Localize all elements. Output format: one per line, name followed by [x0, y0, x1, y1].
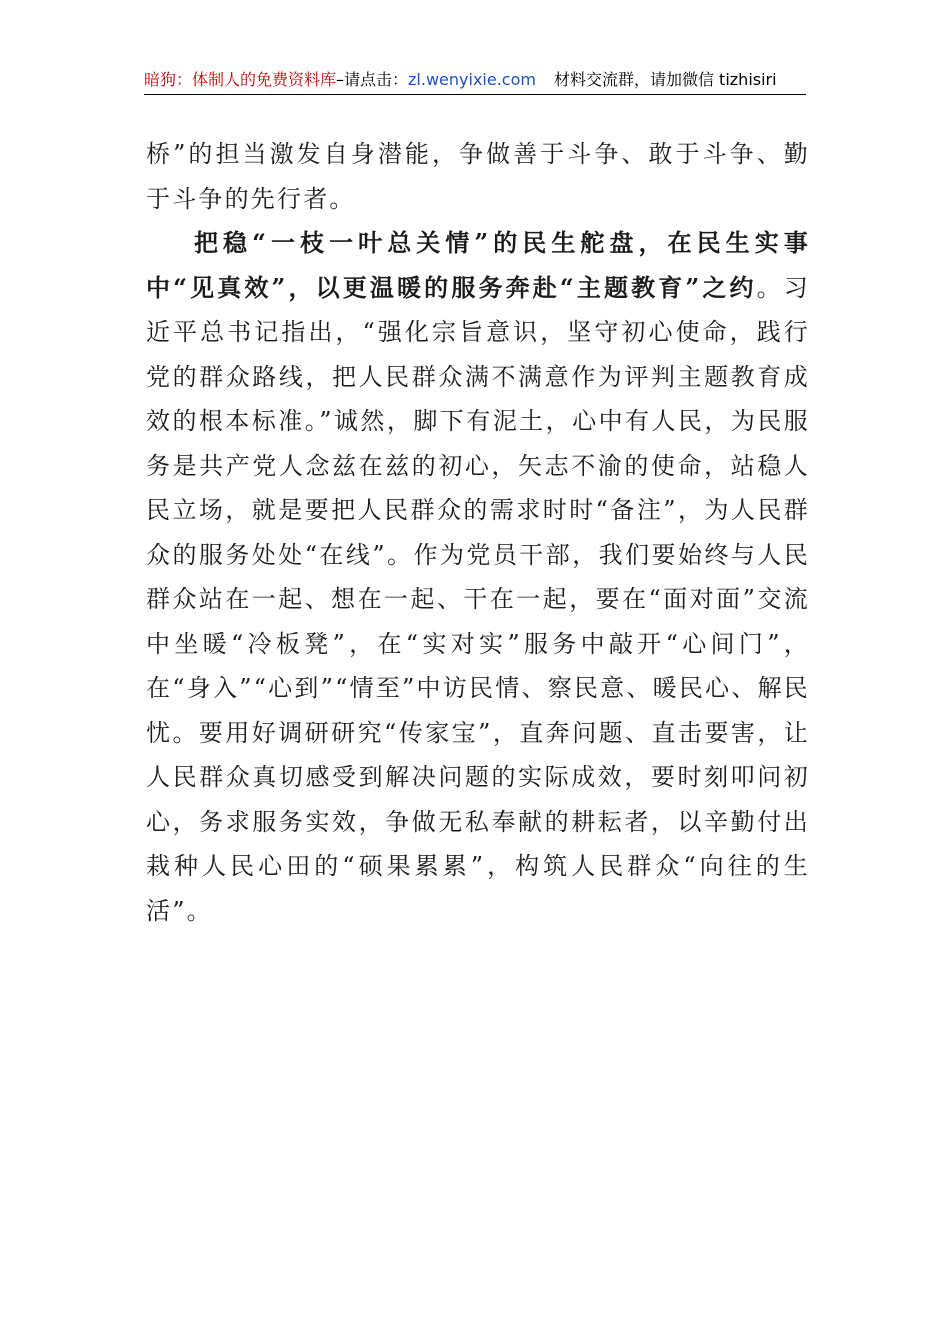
paragraph-heading-bold: 把稳“一枝一叶总关情”的民生舵盘，在民生实事中“见真效”，以更温暖的服务奔赴“主题教育”之约	[146, 228, 810, 302]
paragraph-continuation: 桥”的担当激发自身潜能，争做善于斗争、敢于斗争、勤于斗争的先行者。	[146, 140, 810, 213]
page-header	[144, 66, 806, 95]
paragraph-body-text: 。习近平总书记指出，“强化宗旨意识，坚守初心使命，践行党的群众路线，把人民群众满不满意作为评判主题教育成效的根本标准。”诚然，脚下有泥土，心中有人民，为民服务是共产党人念兹在兹的初心，矢志不渝的使命，站稳人民立场，就是要把人民群众的需求时时“备注”，为人民群众的服务处处“在线”。作为党员干部，我们要始终与人民群众站在一起、想在一起、干在一起，要在“面对面”交流中坐暖“冷板凳”，在“实对实”服务中敲开“心间门”，在“身入”“心到”“情至”中访民情、察民意、暖民心、解民忧。要用好调研研究“传家宝”，直奔问题、直击要害，让人民群众真切感受到解决问题的实际成效，要时刻叩问初心，务求服务实效，争做无私奉献的耕耘者，以辛勤付出栽种人民心田的“硕果累累”，构筑人民群众“向往的生活”。	[146, 273, 810, 925]
paragraph-livelihood	[146, 221, 810, 933]
header-site-name: 暗狗：体制人的免费资料库	[144, 70, 337, 89]
header-click-prompt: –请点击：	[336, 70, 409, 89]
header-url-link[interactable]: zl.wenyixie.com	[408, 70, 536, 89]
document-body	[146, 132, 810, 933]
header-group-info: 材料交流群，请加微信 tizhisiri	[553, 70, 777, 89]
